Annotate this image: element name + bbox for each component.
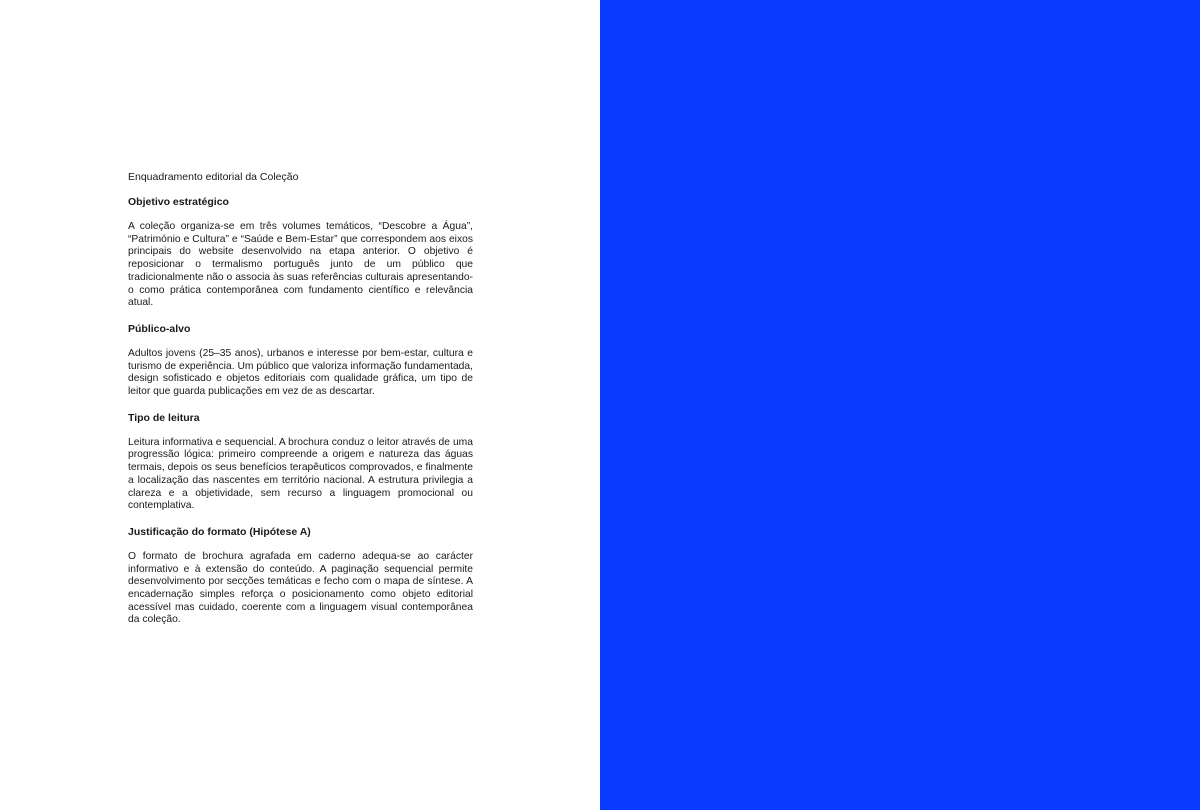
section-heading-justificacao: Justificação do formato (Hipótese A)	[128, 525, 311, 538]
section-heading-tipo-leitura: Tipo de leitura	[128, 411, 200, 424]
section-body-publico: Adultos jovens (25–35 anos), urbanos e interesse por bem-estar, cultura e turismo de experiência. Um público que valoriza informação fundamentada, design sofisticado e objetos editoriais com qualidade gráfica, um tipo de leitor que guarda publicações em vez de as descartar.	[128, 347, 473, 398]
section-body-justificacao: O formato de brochura agrafada em caderno adequa-se ao carácter informativo e à extensão do conteúdo. A paginação sequencial permite desenvolvimento por secções temáticas e fecho com o mapa de síntese. A encadernação simples reforça o posicionamento como objeto editorial acessível mas cuidado, coerente com a linguagem visual contemporânea da coleção.	[128, 550, 473, 626]
section-body-objetivo: A coleção organiza-se em três volumes temáticos, “Descobre a Água”, “Património e Cultura” e “Saúde e Bem-Estar” que correspondem aos eixos principais do website desenvolvido na etapa anterior. O objetivo é reposicionar o termalismo português junto de um público que tradicionalmente não o associa às suas referências culturais apresentando-o como prática contemporânea com fundamento científico e relevância atual.	[128, 221, 473, 309]
blue-color-panel	[600, 0, 1200, 810]
text-column	[128, 171, 473, 640]
document-title: Enquadramento editorial da Coleção	[128, 171, 299, 183]
section-heading-objetivo: Objetivo estratégico	[128, 196, 229, 208]
section-heading-publico: Público-alvo	[128, 322, 191, 335]
section-body-tipo-leitura: Leitura informativa e sequencial. A brochura conduz o leitor através de uma progressão lógica: primeiro compreende a origem e natureza das águas termais, depois os seus benefícios terapêuticos comprovados, e finalmente a localização das nascentes em território nacional. A estrutura privilegia a clareza e a objetividade, sem recurso a linguagem promocional ou contemplativa.	[128, 436, 473, 512]
